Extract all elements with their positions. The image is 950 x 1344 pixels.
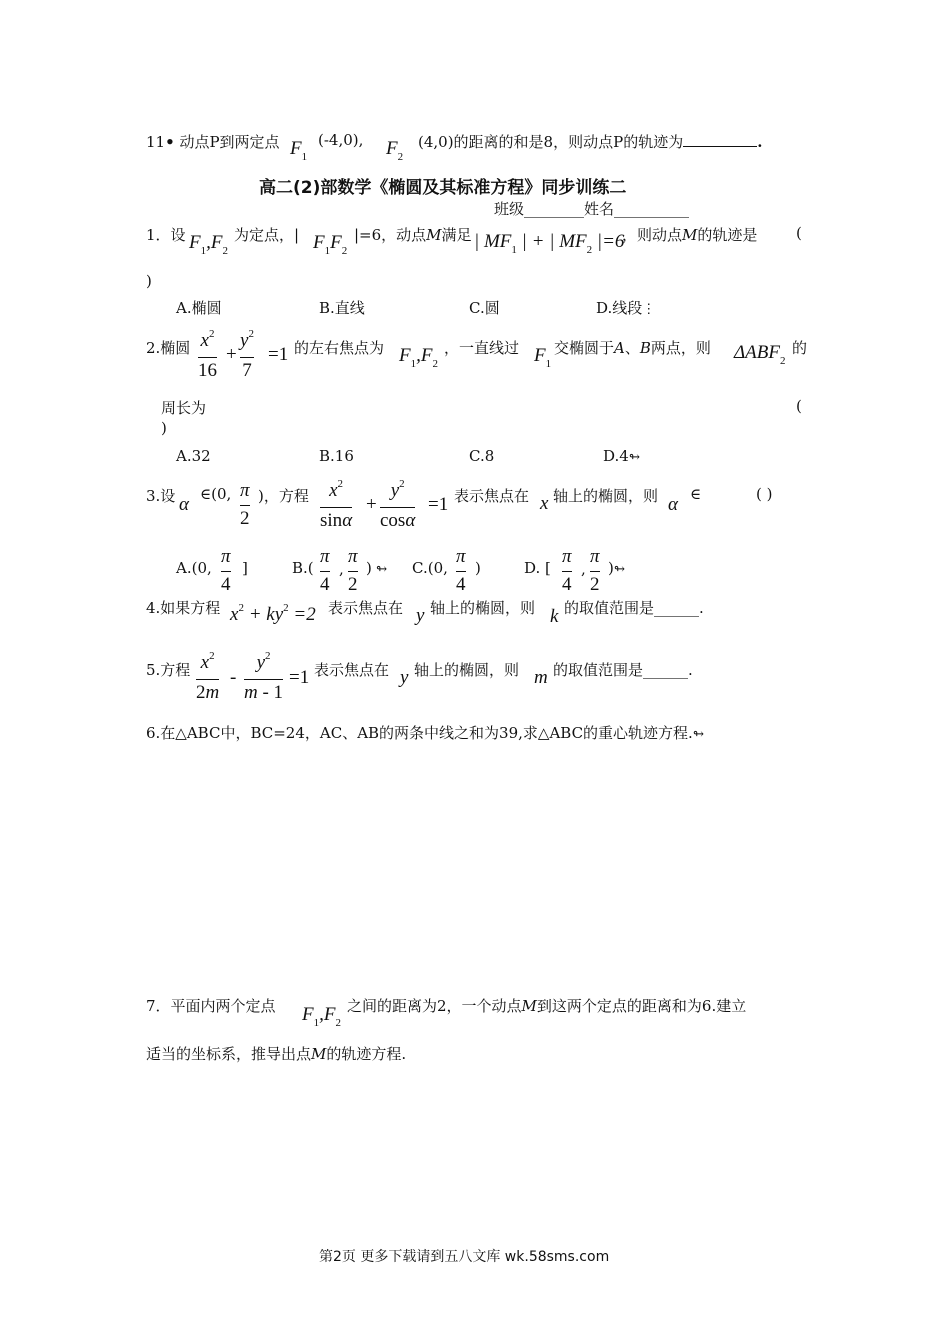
q2-eq: =1	[268, 344, 289, 365]
q7-t3	[146, 1043, 406, 1064]
q11-f1: $F_1$	[290, 138, 308, 163]
q2-option-b: B.16	[319, 447, 354, 465]
q3-opt-b-frac1: π 4	[320, 546, 330, 595]
q2-f1: $F_1$	[534, 345, 552, 370]
q3-x-axis: x	[540, 493, 549, 514]
q11-answer-blank	[683, 134, 757, 147]
q7-t3c: 的轨迹方程.	[326, 1045, 407, 1063]
q2-t2: 的左右焦点为	[294, 339, 385, 357]
q2-t1: 2.椭圆	[146, 339, 191, 357]
q1-t3c: 满足	[441, 226, 472, 244]
q11-f2: $F_2$	[386, 138, 404, 163]
q2-frac-y: $y^2$ 7	[240, 328, 254, 381]
q3-option-c: C.(0,	[412, 559, 448, 577]
q3-opt-a-frac: π 4	[221, 546, 231, 595]
q2-point-b: B	[639, 339, 651, 357]
q2-marker-icon: ↬	[628, 450, 640, 465]
q2-t5: 的	[792, 339, 808, 357]
q3-t2: ∈(0,	[200, 485, 232, 503]
q3-t3: )，方程	[258, 487, 309, 505]
q4-t3: 轴上的椭圆，则	[430, 599, 536, 617]
q7-m2: M	[311, 1045, 327, 1063]
q4-k: k	[550, 606, 559, 627]
q11-number: 11	[146, 133, 166, 151]
q2-option-c: C.8	[469, 447, 495, 465]
q2-option-d	[603, 447, 640, 465]
q1-option-d	[596, 297, 655, 318]
q6-marker-icon: ↬	[692, 727, 704, 742]
q6-line	[146, 722, 704, 743]
q3-opt-b-frac2: π 2	[348, 546, 358, 595]
q7-t2c: 到这两个定点的距离和为6.建立	[536, 997, 747, 1015]
q2-triangle: $\Delta ABF_2$	[734, 342, 786, 367]
q3-t1: 3.设	[146, 487, 176, 505]
q2-sep: 、	[624, 339, 640, 357]
q2-f1f2: $F_1,F_2$	[399, 345, 438, 370]
q5-minus: -	[230, 667, 237, 688]
q3-alpha: α	[179, 494, 189, 515]
q5-y-axis: y	[400, 667, 409, 688]
q4-equation: $x^2 + ky^2 =2$	[230, 602, 316, 625]
q1-condition: | $MF_1$ | + | $MF_2$ |=6	[474, 231, 625, 256]
q6-text: 6.在△ABC中，BC=24，AC、AB的两条中线之和为39,求△ABC的重心轨迹方程.	[146, 724, 693, 742]
q1-f1f2: $F_1,F_2$	[189, 232, 228, 257]
q2-option-a: A.32	[176, 447, 211, 465]
q3-option-a: A.(0,	[176, 559, 212, 577]
q1-option-d-text: D.线段	[596, 299, 643, 317]
q1-t3-text: |=6，动点	[354, 226, 427, 244]
q1-m2: M	[682, 226, 698, 244]
q11-coord1: (-4,0),	[318, 131, 364, 149]
q3-opt-b-comma: ,	[339, 560, 344, 578]
q3-option-b-end	[366, 559, 387, 577]
q2-paren-close: )	[161, 419, 167, 437]
q3-t6: ∈	[690, 485, 702, 503]
q2-plus: +	[226, 344, 237, 365]
q5-frac-y: $y^2$ m - 1	[244, 650, 284, 703]
q1-f1f2-dist: $F_1F_2$	[313, 232, 348, 257]
q2-paren-open: (	[796, 397, 802, 415]
q4-t1: 4.如果方程	[146, 599, 221, 617]
q2-frac-x: $x^2$ 16	[198, 328, 217, 381]
q3-frac-cos: $y^2$ cosα	[380, 478, 416, 531]
q11-coord2-text: (4,0)的距离的和是8，则动点P的轨迹为	[418, 133, 684, 151]
q7-t1: 7．平面内两个定点	[146, 997, 276, 1015]
q2-t6: 周长为	[161, 399, 207, 417]
q1-option-a: A.椭圆	[176, 299, 222, 317]
q11-line: 11• 动点P到两定点	[146, 133, 280, 151]
q3-frac-pi2: π 2	[240, 480, 250, 529]
q5-t4: 的取值范围是______.	[553, 661, 693, 679]
q1-t2: 为定点，|	[234, 226, 300, 244]
q7-t2	[347, 995, 746, 1016]
q4-t2: 表示焦点在	[328, 599, 404, 617]
page-footer: 第2页 更多下载请到五八文库 wk.58sms.com	[319, 1249, 610, 1265]
q4-t4: 的取值范围是______.	[564, 599, 704, 617]
q7-t2-text: 之间的距离为2，一个动点	[347, 997, 522, 1015]
q1-m1: M	[426, 226, 442, 244]
q5-t3: 轴上的椭圆，则	[414, 661, 520, 679]
q11-text-a: 动点P到两定点	[179, 133, 280, 151]
q3-opt-d-frac1: π 4	[562, 546, 572, 595]
q1-t4c: 的轨迹是	[697, 226, 758, 244]
q3-eq: =1	[428, 494, 449, 515]
q5-frac-x: $x^2$ 2m	[196, 650, 220, 703]
q3-marker-icon-d: ↬	[613, 562, 625, 577]
q3-paren: ( )	[756, 485, 773, 503]
q1-t3	[354, 224, 472, 245]
q1-t1: 1．设	[146, 226, 186, 244]
q1-option-b: B.直线	[319, 299, 365, 317]
q7-m1: M	[521, 997, 537, 1015]
q3-opt-d-comma: ,	[581, 560, 586, 578]
q3-t4: 表示焦点在	[454, 487, 530, 505]
q2-t3: ，一直线过	[444, 339, 520, 357]
q1-option-c: C.圆	[469, 299, 500, 317]
q3-option-d-end	[608, 559, 625, 577]
q3-option-a-end: ]	[242, 559, 248, 577]
q7-t3-text: 适当的坐标系，推导出点	[146, 1045, 312, 1063]
q3-marker-icon-b: ↬	[371, 562, 387, 577]
q2-t4-text: 交椭圆于	[554, 339, 615, 357]
q2-option-d-text: D.4	[603, 447, 629, 465]
q7-f1f2: $F_1,F_2$	[302, 1004, 341, 1029]
q11-coord2	[418, 131, 762, 152]
q3-frac-sin: $x^2$ sinα	[320, 478, 353, 531]
q2-t4	[554, 337, 711, 358]
q3-option-d-end-text: )	[608, 559, 614, 577]
q3-alpha2: α	[668, 494, 678, 515]
page-title: 高二(2)部数学《椭圆及其标准方程》同步训练二	[259, 178, 627, 198]
q3-option-b-end-text: )	[366, 559, 372, 577]
q3-opt-d-frac2: π 2	[590, 546, 600, 595]
q1-t4-text: ，则动点	[622, 226, 683, 244]
q5-t2: 表示焦点在	[314, 661, 390, 679]
q5-eq: =1	[289, 667, 310, 688]
q1-paren-close: )	[146, 272, 152, 290]
q1-t4	[622, 224, 757, 245]
q3-option-d: D. [	[524, 559, 551, 577]
q3-t5: 轴上的椭圆，则	[553, 487, 659, 505]
q5-t1: 5.方程	[146, 661, 191, 679]
q4-y-axis: y	[416, 605, 425, 626]
q1-marker-icon: ⋮	[642, 302, 656, 317]
class-name-line: 班级________姓名__________	[494, 200, 690, 218]
q3-opt-c-frac: π 4	[456, 546, 466, 595]
q2-point-a: A	[614, 339, 625, 357]
q1-paren-open: (	[796, 224, 802, 242]
q5-m: m	[534, 667, 548, 688]
q11-end: .	[757, 133, 763, 151]
q3-option-c-end: )	[475, 559, 481, 577]
q3-option-b: B.(	[292, 559, 314, 577]
q2-t4e: 两点，则	[650, 339, 711, 357]
q3-plus: +	[366, 494, 377, 515]
